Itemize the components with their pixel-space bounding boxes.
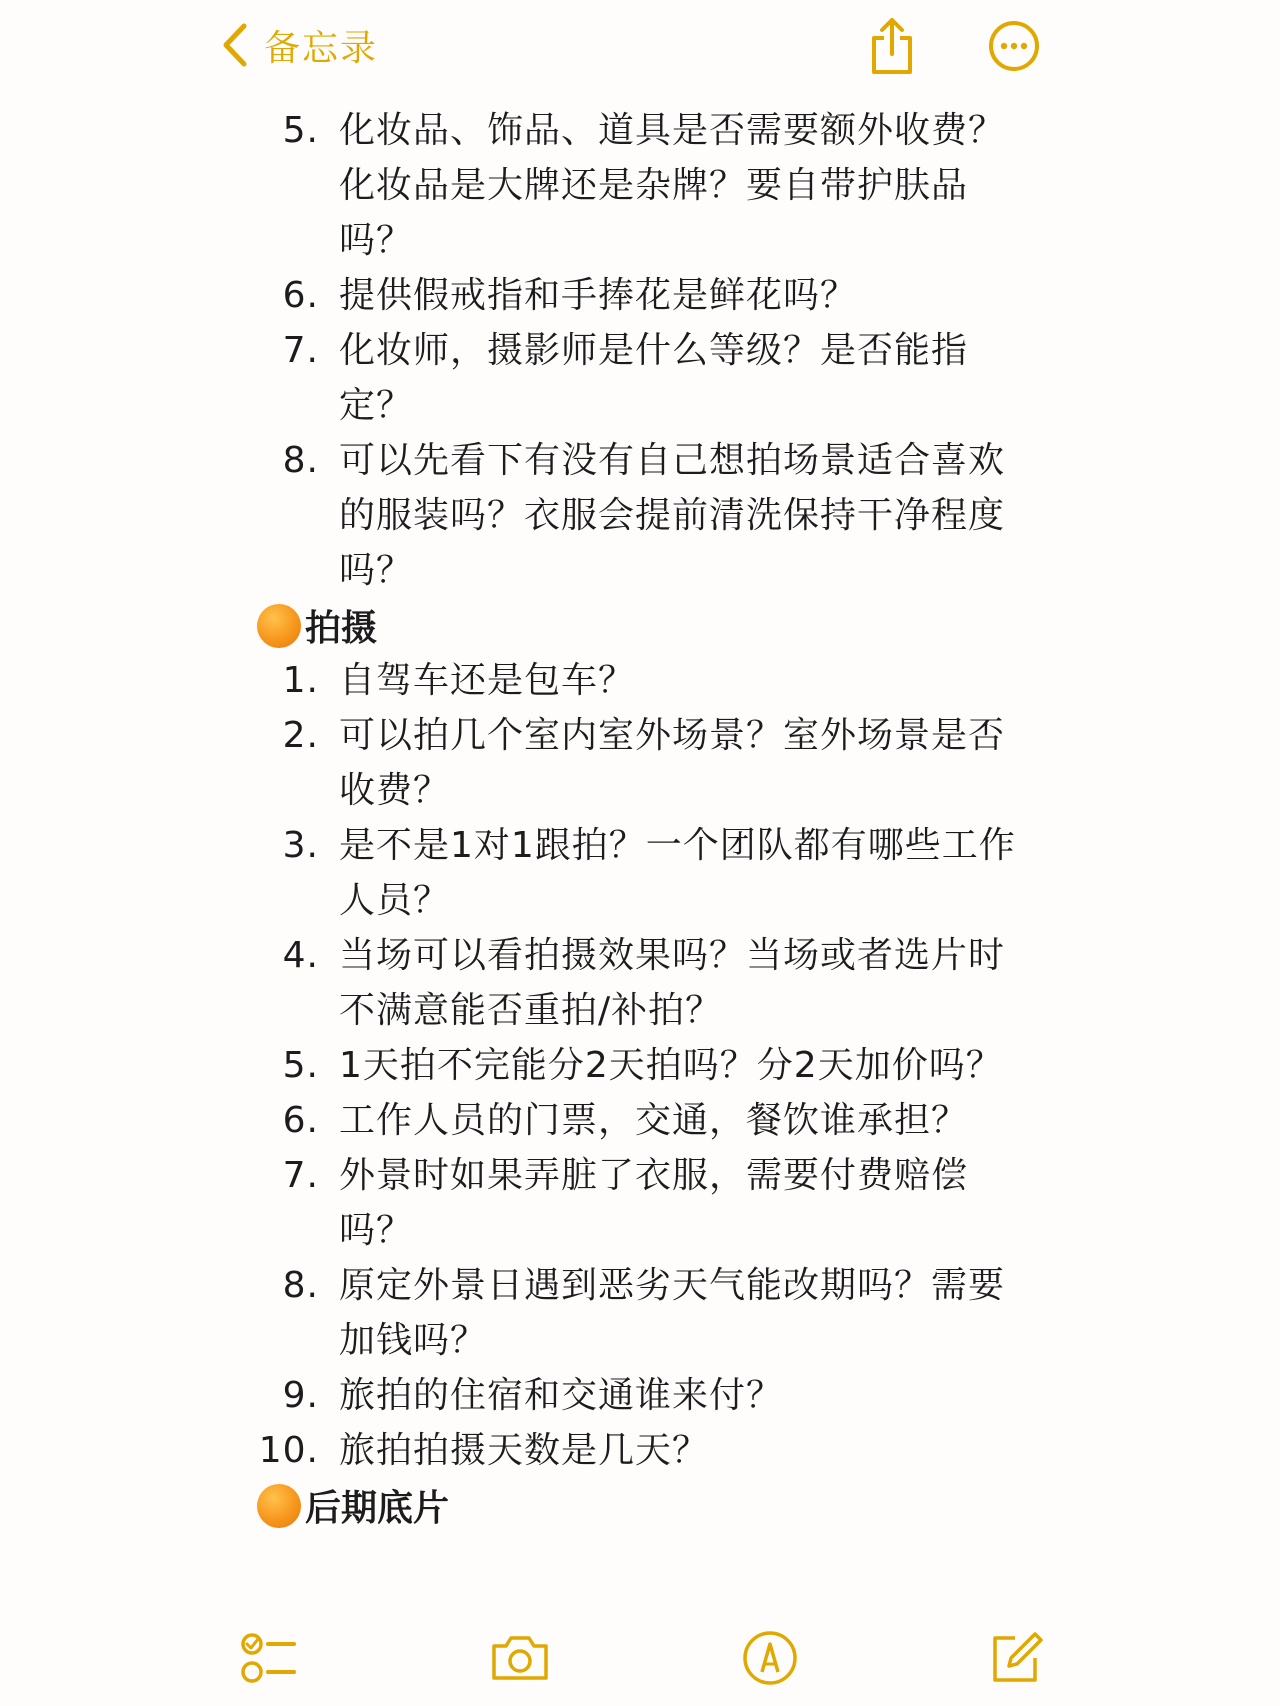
more-icon (988, 20, 1040, 72)
list-item-text: 1天拍不完能分2天拍吗？分2天加价吗？ (339, 1045, 1003, 1086)
previous-list (255, 103, 1035, 598)
list-item-number: 7. (282, 330, 319, 371)
navigation-bar (0, 0, 1280, 100)
list-item (255, 928, 1035, 1038)
list-item (255, 1093, 1035, 1148)
back-label: 备忘录 (264, 27, 379, 69)
list-item-text: 原定外景日遇到恶劣天气能改期吗？需要加钱吗？ (339, 1265, 1006, 1361)
share-button[interactable] (866, 16, 918, 76)
list-item (255, 323, 1035, 433)
section-title: 拍摄 (305, 608, 378, 649)
compose-icon (985, 1628, 1045, 1688)
list-item-number: 5. (282, 110, 319, 151)
checklist-button[interactable] (238, 1628, 298, 1688)
bottom-toolbar (0, 1620, 1280, 1706)
list-item-text: 旅拍的住宿和交通谁来付？ (339, 1375, 784, 1416)
list-item (255, 818, 1035, 928)
orange-circle-icon (257, 1484, 301, 1528)
compose-button[interactable] (985, 1628, 1045, 1688)
list-item-number: 3. (282, 825, 319, 866)
camera-button[interactable] (490, 1628, 550, 1688)
list-item-number: 1. (282, 660, 319, 701)
shoot-list (255, 653, 1035, 1478)
list-item-number: 4. (282, 935, 319, 976)
list-item (255, 433, 1035, 598)
list-item (255, 1368, 1035, 1423)
list-item-text: 旅拍拍摄天数是几天？ (339, 1430, 710, 1471)
more-button[interactable] (988, 20, 1040, 72)
list-item-text: 化妆师，摄影师是什么等级？是否能指定？ (339, 330, 969, 426)
list-item (255, 268, 1035, 323)
list-item (255, 1038, 1035, 1093)
section-title: 后期底片 (305, 1488, 450, 1529)
list-item (255, 708, 1035, 818)
chevron-left-icon (220, 22, 250, 68)
list-item-text: 是不是1对1跟拍？一个团队都有哪些工作人员？ (339, 825, 1016, 921)
list-item-number: 6. (282, 1100, 319, 1141)
list-item (255, 1148, 1035, 1258)
list-item-number: 8. (282, 440, 319, 481)
markup-pen-icon (740, 1628, 800, 1688)
list-item-text: 可以拍几个室内室外场景？室外场景是否收费？ (339, 715, 1006, 811)
section-heading-shoot (257, 598, 1035, 653)
share-icon (866, 16, 918, 76)
list-item (255, 653, 1035, 708)
list-item-number: 8. (282, 1265, 319, 1306)
list-item-text: 自驾车还是包车？ (339, 660, 636, 701)
markup-button[interactable] (740, 1628, 800, 1688)
list-item-text: 当场可以看拍摄效果吗？当场或者选片时不满意能否重拍/补拍？ (339, 935, 1006, 1031)
list-item (255, 1423, 1035, 1478)
list-item-number: 7. (282, 1155, 319, 1196)
orange-circle-icon (257, 604, 301, 648)
note-body[interactable] (255, 103, 1035, 1533)
back-button[interactable] (220, 20, 378, 70)
list-item-text: 化妆品、饰品、道具是否需要额外收费？化妆品是大牌还是杂牌？要自带护肤品吗？ (339, 110, 1006, 261)
list-item (255, 1258, 1035, 1368)
list-item-number: 6. (282, 275, 319, 316)
list-item-number: 2. (282, 715, 319, 756)
list-item-number: 10. (258, 1430, 319, 1471)
camera-icon (490, 1628, 550, 1688)
list-item-number: 9. (282, 1375, 319, 1416)
list-item-text: 可以先看下有没有自己想拍场景适合喜欢的服装吗？衣服会提前清洗保持干净程度吗？ (339, 440, 1006, 591)
list-item-number: 5. (282, 1045, 319, 1086)
checklist-icon (238, 1628, 298, 1688)
list-item-text: 提供假戒指和手捧花是鲜花吗？ (339, 275, 858, 316)
list-item (255, 103, 1035, 268)
list-item-text: 工作人员的门票，交通，餐饮谁承担？ (339, 1100, 969, 1141)
list-item-text: 外景时如果弄脏了衣服，需要付费赔偿吗？ (339, 1155, 969, 1251)
section-heading-post (257, 1478, 1035, 1533)
